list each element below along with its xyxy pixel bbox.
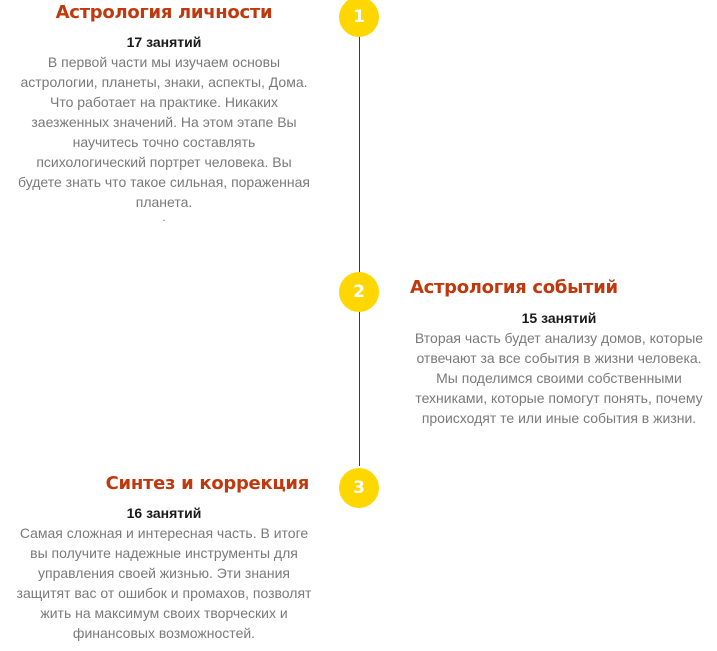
step-number-badge-2: 2 bbox=[339, 272, 379, 312]
description-line: происходят те или иные события в жизни. bbox=[421, 410, 697, 426]
step-title: Синтез и коррекция bbox=[105, 473, 309, 494]
description-line: Самая сложная и интересная часть. В итоге bbox=[19, 525, 309, 541]
description-line: заезженных значений. На этом этапе Вы bbox=[31, 114, 297, 130]
step-number-badge-3: 3 bbox=[339, 468, 379, 508]
description-line: Что работает на практике. Никаких bbox=[49, 94, 278, 110]
description-line: будете знать что такое сильная, пораженная bbox=[18, 174, 310, 190]
description-line: отвечают за все события в жизни человека. bbox=[416, 350, 702, 366]
description-line: вы получите надежные инструменты для bbox=[30, 545, 298, 561]
description-line: научитесь точно составлять bbox=[72, 134, 256, 150]
description-line: техниками, которые помогут понять, почему bbox=[415, 390, 703, 406]
description-line: планета. bbox=[135, 194, 193, 210]
description-line: управления своей жизнью. Эти знания bbox=[38, 565, 290, 581]
description-line: финансовых возможностей. bbox=[72, 625, 256, 641]
description-line: жить на максимум своих творческих и bbox=[40, 605, 288, 621]
description-line: астрологии, планеты, знаки, аспекты, Дома. bbox=[20, 74, 308, 90]
trailing-dot: . bbox=[162, 210, 166, 224]
step-description bbox=[407, 328, 711, 428]
step-description bbox=[14, 523, 314, 643]
step-description bbox=[14, 52, 314, 212]
step-block-3 bbox=[14, 473, 314, 643]
description-line: психологический портрет человека. Вы bbox=[36, 154, 292, 170]
step-block-2 bbox=[407, 277, 711, 428]
description-line: защитят вас от ошибок и промахов, позволят bbox=[16, 585, 312, 601]
description-line: В первой части мы изучаем основы bbox=[47, 54, 281, 70]
lesson-count: 16 занятий bbox=[126, 505, 202, 521]
description-line: Мы поделимся своими собственными bbox=[436, 370, 682, 386]
step-number-badge-1: 1 bbox=[339, 0, 379, 37]
lesson-count: 15 занятий bbox=[521, 310, 597, 326]
timeline-line bbox=[359, 0, 360, 466]
description-line: Вторая часть будет анализу домов, которые bbox=[414, 330, 704, 346]
step-title: Астрология личности bbox=[55, 2, 273, 23]
step-title: Астрология событий bbox=[410, 277, 618, 298]
lesson-count: 17 занятий bbox=[126, 34, 202, 50]
step-block-1 bbox=[14, 2, 314, 222]
